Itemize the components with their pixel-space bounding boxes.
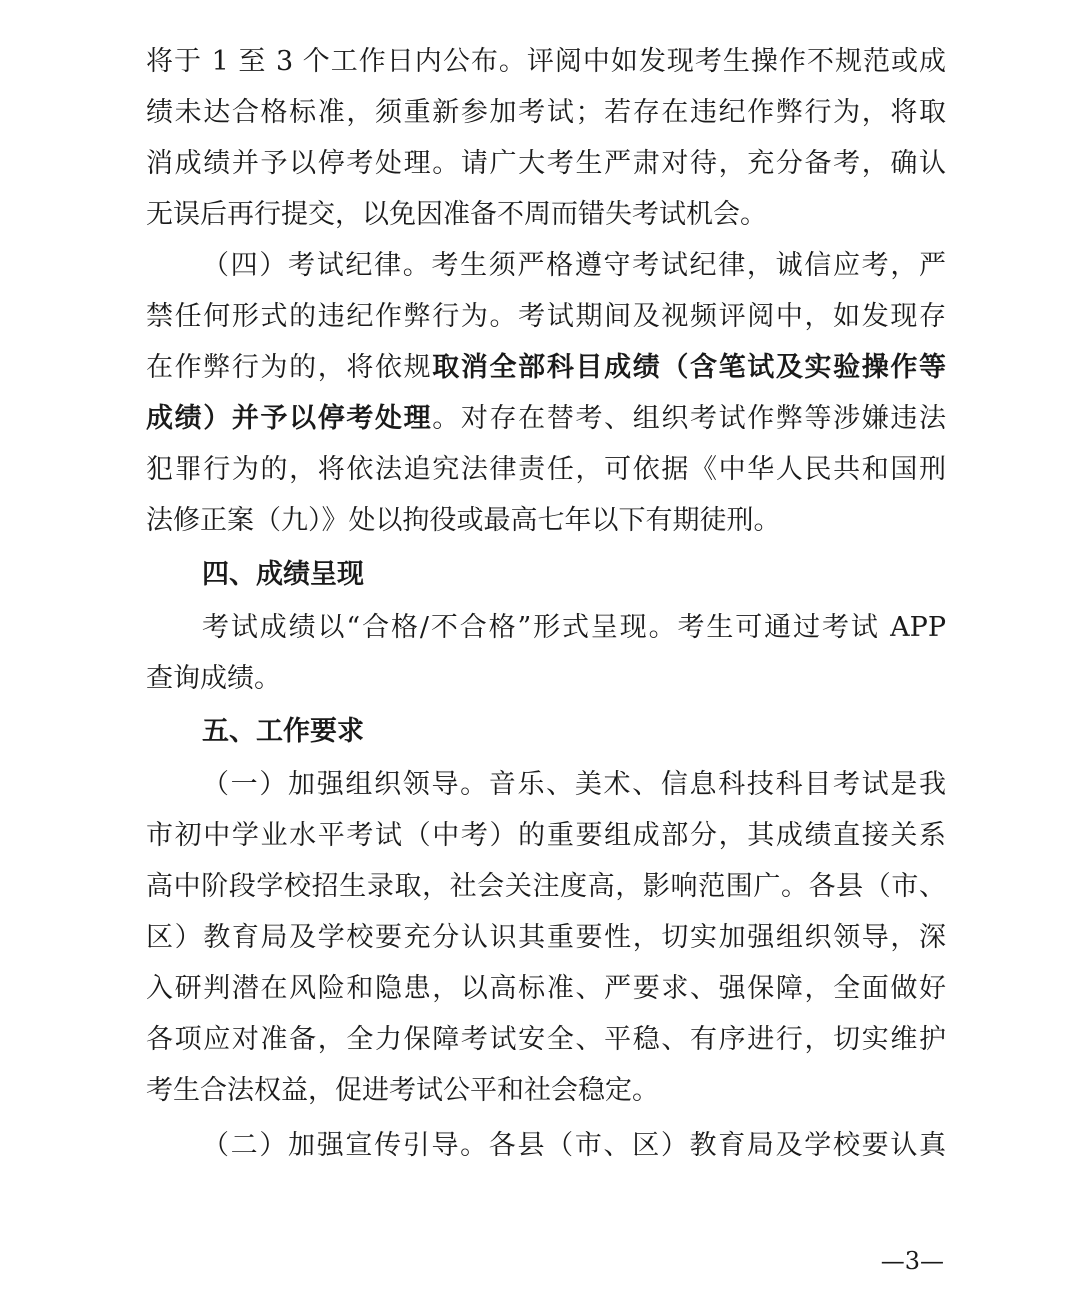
body-text-line: 各项应对准备，全力保障考试安全、平稳、有序进行，切实维护 bbox=[146, 1024, 946, 1055]
normal-text: 。对存在替考、组织考试作弊等涉嫌违法 bbox=[432, 403, 946, 434]
section-heading-5: 五、工作要求 bbox=[202, 716, 364, 747]
body-text-line-mixed bbox=[146, 399, 946, 439]
body-text-line: 绩未达合格标准，须重新参加考试；若存在违纪作弊行为，将取 bbox=[146, 97, 946, 128]
paragraph-organization: （一）加强组织领导。音乐、美术、信息科技科目考试是我 bbox=[202, 769, 946, 800]
body-text-line-mixed bbox=[146, 348, 946, 388]
body-text-line: 将于 1 至 3 个工作日内公布。评阅中如发现考生操作不规范或成 bbox=[146, 46, 946, 77]
body-text-line: 市初中学业水平考试（中考）的重要组成部分，其成绩直接关系 bbox=[146, 820, 946, 851]
body-text-line: 区）教育局及学校要充分认识其重要性，切实加强组织领导，深 bbox=[146, 922, 946, 953]
body-text-line: 法修正案（九）》处以拘役或最高七年以下有期徒刑。 bbox=[146, 505, 781, 536]
bold-emphasis-text: 成绩）并予以停考处理 bbox=[146, 403, 433, 434]
section-heading-4: 四、成绩呈现 bbox=[202, 559, 364, 590]
body-text-line: 高中阶段学校招生录取，社会关注度高，影响范围广。各县（市、 bbox=[146, 871, 946, 902]
bold-emphasis-text: 取消全部科目成绩（含笔试及实验操作等 bbox=[432, 352, 946, 383]
body-text-line: 考生合法权益，促进考试公平和社会稳定。 bbox=[146, 1075, 659, 1106]
page-number: —3— bbox=[880, 1247, 944, 1275]
paragraph-exam-discipline: （四）考试纪律。考生须严格遵守考试纪律，诚信应考，严 bbox=[202, 250, 946, 281]
normal-text: 在作弊行为的，将依规 bbox=[146, 352, 433, 383]
paragraph-score-presentation: 考试成绩以“合格/不合格”形式呈现。考生可通过考试 APP bbox=[202, 612, 946, 643]
paragraph-publicity: （二）加强宣传引导。各县（市、区）教育局及学校要认真 bbox=[202, 1130, 946, 1161]
body-text-line: 消成绩并予以停考处理。请广大考生严肃对待，充分备考，确认 bbox=[146, 148, 946, 179]
body-text-line: 入研判潜在风险和隐患，以高标准、严要求、强保障，全面做好 bbox=[146, 973, 946, 1004]
body-text-line: 查询成绩。 bbox=[146, 663, 281, 694]
body-text-line: 无误后再行提交，以免因准备不周而错失考试机会。 bbox=[146, 199, 767, 230]
body-text-line: 犯罪行为的，将依法追究法律责任，可依据《中华人民共和国刑 bbox=[146, 454, 946, 485]
body-text-line: 禁任何形式的违纪作弊行为。考试期间及视频评阅中，如发现存 bbox=[146, 301, 946, 332]
